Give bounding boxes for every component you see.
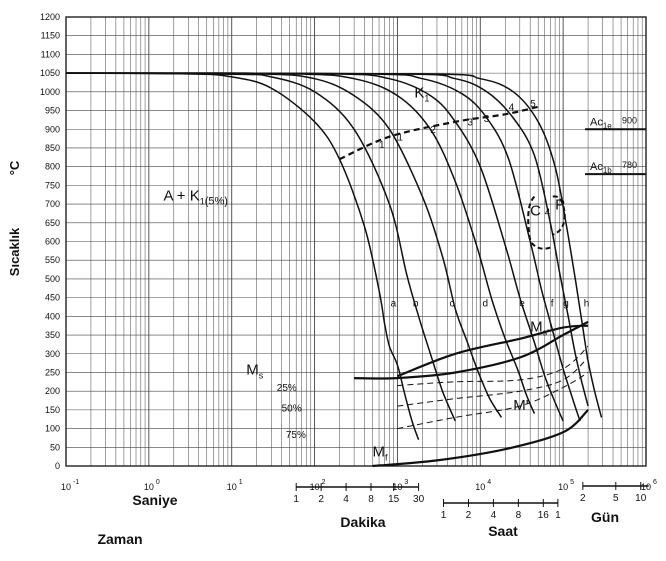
saniye-label: Saniye [132,492,178,508]
reference-value-1e: 900 [622,115,638,126]
x-tick-label: 10 [558,482,569,492]
y-tick-label: 500 [44,273,60,284]
dakika-label: Dakika [340,514,386,530]
secondary-tick-label: 2 [465,510,472,521]
annotation-label: 3 [483,113,490,125]
annotation-label: 2 [430,124,436,136]
grid [66,17,646,466]
annotation-label: 5 [530,98,536,110]
secondary-tick-label: 4 [343,494,349,505]
annotation-label: $A + K_1(5\%)$ [163,187,228,208]
secondary-tick-label: 2 [580,493,586,504]
cooling-curve-a [66,73,419,440]
zaman-label: Zaman [97,531,143,547]
annotation-label: 75% [285,429,306,441]
y-tick-label: 1150 [40,30,60,41]
x-tick-exponent: 3 [404,479,409,486]
secondary-tick-label: 10 [635,493,647,504]
cooling-curve-g [66,73,588,406]
y-tick-label: 150 [44,404,60,415]
y-tick-label: 550 [44,255,60,266]
y-tick-label: 800 [44,161,60,172]
annotation-label: C [530,202,542,220]
secondary-tick-label: 30 [413,494,425,505]
gun-label: Gün [591,509,619,525]
x-tick-label: 10 [640,482,652,492]
secondary-tick-label: 5 [613,493,619,504]
y-tick-label: 1000 [39,86,60,97]
annotation-label: 1 [379,139,385,151]
secondary-tick-label: 2 [318,494,324,505]
secondary-tick-label: 1 [555,510,561,521]
secondary-tick-label: 1 [440,510,447,521]
x-tick-exponent: 1 [238,479,243,486]
annotation-label: 50% [281,403,302,415]
y-tick-label: 950 [44,105,60,116]
secondary-tick-label: 8 [515,510,522,521]
secondary-tick-label: 15 [388,494,400,505]
y-tick-label: 200 [44,386,60,397]
curve-label-f: f [550,298,554,310]
annotation-label: $M_s$ [246,361,264,381]
y-tick-label: 1050 [39,68,60,79]
y-tick-label: 100 [44,423,60,434]
y-tick-label: 750 [44,180,60,191]
reference-label-1b: $Ac_{1b}$ [590,161,612,176]
transformation-line [340,107,539,159]
x-tick-label: 10 [309,482,320,492]
curve-label-e: e [519,298,525,310]
annotation-label: $K_1$ [414,84,430,104]
cooling-curves [66,73,602,440]
cooling-curve-h [66,73,602,417]
annotation-label: 4 [508,102,515,114]
y-tick-label: 850 [44,142,60,153]
annotation-label: 25% [276,383,297,395]
curve-label-a: a [390,298,397,310]
x-tick-label: 10 [226,482,237,492]
x-tick-exponent: 5 [570,479,575,486]
curve-label-h: h [583,298,590,310]
y-tick-label: 600 [44,236,60,247]
annotation-label: 4 [544,207,551,219]
annotation-label: P [555,196,566,214]
curve-label-b: b [412,298,419,310]
x-tick-label: 10 [475,482,486,492]
x-tick-label: 10 [60,482,72,492]
annotation-label: $M_f$ [372,443,388,463]
x-tick-exponent: -1 [73,479,80,486]
y-tick-label: 1200 [39,12,60,22]
y-tick-label: 250 [44,367,60,378]
x-tick-label: 10 [143,482,154,492]
secondary-tick-label: 1 [293,494,299,505]
annotation-label: 3 [467,117,474,129]
y-tick-label: 900 [44,124,60,135]
x-tick-exponent: 2 [321,479,326,486]
y-tick-label: 700 [44,199,60,210]
y-tick-label: 1100 [40,49,60,60]
curve-label-c: c [449,298,455,310]
y-axis-unit: °C [7,160,22,176]
reference-label-1e: $Ac_{1e}$ [590,116,612,131]
y-tick-label: 50 [49,442,60,453]
curve-label-d: d [482,298,489,310]
x-tick-label: 10 [392,482,403,492]
reference-value-1b: 780 [622,160,638,171]
y-tick-label: 450 [44,292,60,303]
cooling-curve-f [66,73,580,421]
y-tick-label: 400 [44,311,60,322]
secondary-tick-label: 16 [537,510,549,521]
x-tick-exponent: 4 [487,479,492,486]
y-tick-label: 0 [54,461,60,471]
y-tick-label: 350 [44,330,60,341]
axes [40,12,657,521]
y-axis-label: Sıcaklık [7,227,22,277]
cooling-curve-b [66,73,455,421]
y-tick-label: 300 [44,348,60,359]
annotation-label: $M_{s'}$ [530,318,549,338]
curve-label-g: g [563,298,569,310]
annotation-label: 1 [397,132,403,144]
secondary-tick-label: 4 [490,510,497,521]
secondary-tick-label: 8 [368,494,374,505]
annotation-label: M' [513,396,529,414]
x-tick-exponent: 0 [155,479,160,486]
x-tick-exponent: 6 [653,479,657,486]
saat-label: Saat [488,523,518,539]
y-tick-label: 650 [44,217,60,228]
